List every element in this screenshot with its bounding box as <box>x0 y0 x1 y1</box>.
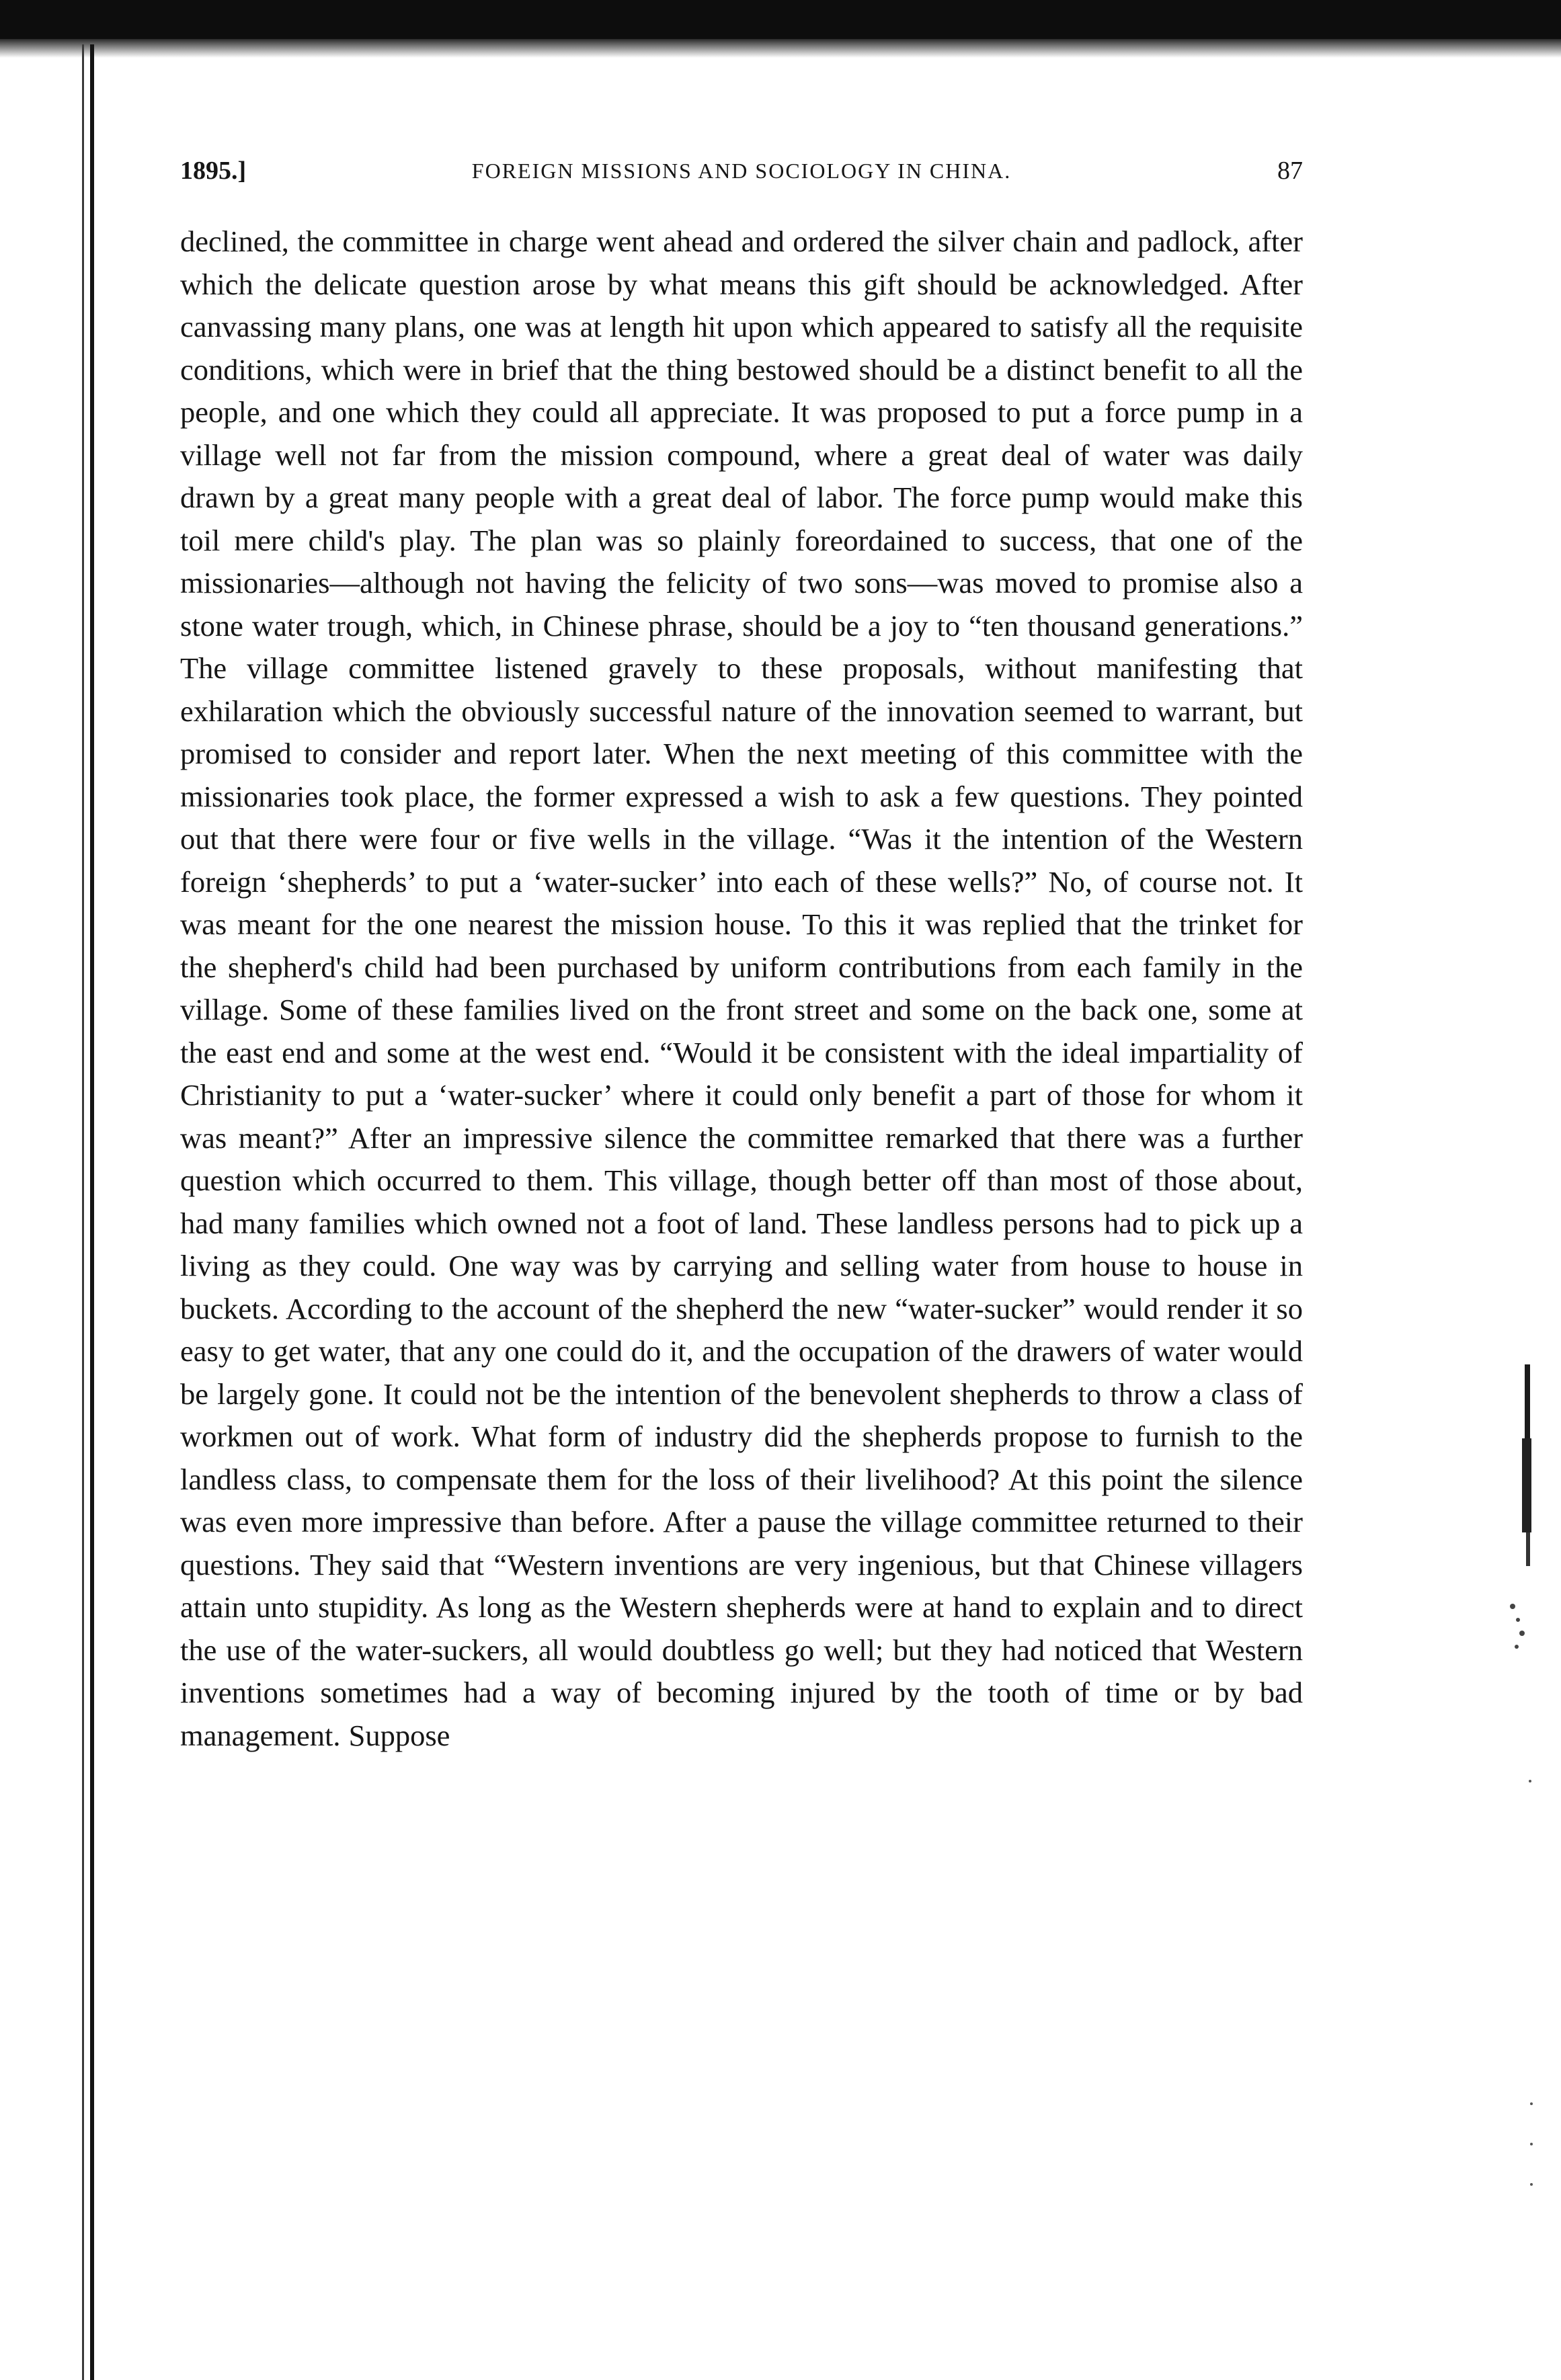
scan-edge-specks <box>1466 1364 1546 2373</box>
body-paragraph: declined, the committee in charge went ahead and ordered the silver chain and padlock, after which the delicate question arose by what means this gift should be acknowledged. After canvassing many plans, one was at length hit upon which appeared to satisfy all the requisite conditions, which were in brief that the thing bestowed should be a distinct benefit to all the people, and one which they could all appreciate. It was proposed to put a force pump in a village well not far from the mission compound, where a great deal of water was daily drawn by a great many people with a great deal of labor. The force pump would make this toil mere child's play. The plan was so plainly foreordained to success, that one of the missionaries—although not having the felicity of two sons—was moved to promise also a stone water trough, which, in Chinese phrase, should be a joy to “ten thousand generations.” The village committee listened gravely to these proposals, without manifesting that exhilaration which the obviously successful nature of the innovation seemed to warrant, but promised to consider and report later. When the next meeting of this committee with the missionaries took place, the former expressed a wish to ask a few questions. They pointed out that there were four or five wells in the village. “Was it the intention of the Western foreign ‘shepherds’ to put a ‘water-sucker’ into each of these wells?” No, of course not. It was meant for the one nearest the mission house. To this it was replied that the trinket for the shepherd's child had been purchased by uniform contributions from each family in the village. Some of these families lived on the front street and some on the back one, some at the east end and some at the west end. “Would it be consistent with the ideal impartiality of Christianity to put a ‘water-sucker’ where it could only benefit a part of those for whom it was meant?” After an impressive silence the committee remarked that there was a further question which occurred to them. This village, though better off than most of those about, had many families which owned not a foot of land. These landless persons had to pick up a living as they could. One way was by carrying and selling water from house to house in buckets. According to the account of the shepherd the new “water-sucker” would render it so easy to get water, that any one could do it, and the occupation of the drawers of water would be largely gone. It could not be the intention of the benevolent shepherds to throw a class of workmen out of work. What form of industry did the shepherds propose to furnish to the landless class, to compensate them for the loss of their livelihood? At this point the silence was even more impressive than before. After a pause the village committee returned to their questions. They said that “Western inventions are very ingenious, but that Chinese villagers attain unto stupidity. As long as the Western shepherds were at hand to explain and to direct the use of the water-suckers, all would doubtless go well; but they had noticed that Western inventions sometimes had a way of becoming injured by the tooth of time or by bad management. Suppose <box>180 224 1303 1752</box>
page-header <box>180 141 1303 202</box>
scan-binding-edge <box>90 44 94 2380</box>
scan-binding-edge-inner <box>82 44 84 2380</box>
scan-top-border <box>0 0 1561 39</box>
document-page <box>180 141 1303 1757</box>
header-year: 1895.] <box>180 157 247 185</box>
running-title: FOREIGN MISSIONS AND SOCIOLOGY IN CHINA. <box>471 159 1012 183</box>
scan-top-shadow <box>0 39 1561 58</box>
page-number: 87 <box>1277 157 1303 185</box>
